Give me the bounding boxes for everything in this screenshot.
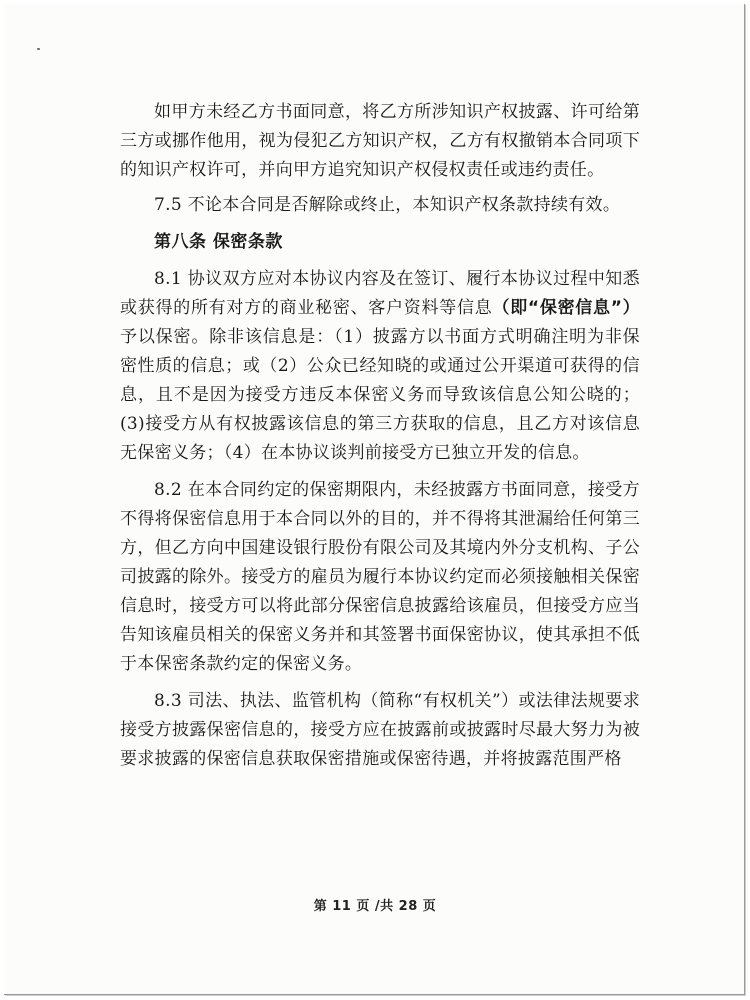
section-heading-article-8: 第八条 保密条款 [154,232,283,252]
paragraph-8-1 [120,265,640,468]
paragraph-8-1-part1: 8.1 协议双方应对本协议内容及在签订、履行本协议过程中知悉或获得的所有对方的商业秘密、客户资料等信息 [120,269,640,318]
paragraph-8-1-part2: 予以保密。除非该信息是：（1）披露方以书面方式明确注明为非保密性质的信息；或（2）公众已经知晓的或通过公开渠道可获得的信息，且不是因为接受方违反本保密义务而导致该信息公知公晓的；(3)接受方从有权披露该信息的第三方获取的信息，且乙方对该信息无保密义务；（4）在本协议谈判前接受方已独立开发的信息。 [120,327,640,463]
paragraph-7-5: 7.5 不论本合同是否解除或终止，本知识产权条款持续有效。 [154,195,621,215]
confidential-info-term: （即“保密信息”） [492,298,640,318]
paragraph-ip-disclosure: 如甲方未经乙方书面同意，将乙方所涉知识产权披露、许可给第三方或挪作他用，视为侵犯乙方知识产权，乙方有权撤销本合同项下的知识产权许可，并向甲方追究知识产权侵权责任或违约责任。 [120,102,640,180]
scan-speck [37,48,40,50]
page-number-footer: 第 11 页 /共 28 页 [313,899,437,914]
document-body [120,98,640,782]
paragraph-8-3: 8.3 司法、执法、监管机构（简称“有权机关”）或法律法规要求接受方披露保密信息的，接受方应在披露前或披露时尽最大努力为被要求披露的保密信息获取保密措施或保密待遇，并将披露范围严格 [120,691,640,769]
paragraph-8-2: 8.2 在本合同约定的保密期限内，未经披露方书面同意，接受方不得将保密信息用于本合同以外的目的，并不得将其泄漏给任何第三方，但乙方向中国建设银行股份有限公司及其境内外分支机构、子公司披露的除外。接受方的雇员为履行本协议约定而必须接触相关保密信息时，接受方可以将此部分保密信息披露给该雇员，但接受方应当告知该雇员相关的保密义务并和其签署书面保密协议，使其承担不低于本保密条款约定的保密义务。 [120,480,640,674]
